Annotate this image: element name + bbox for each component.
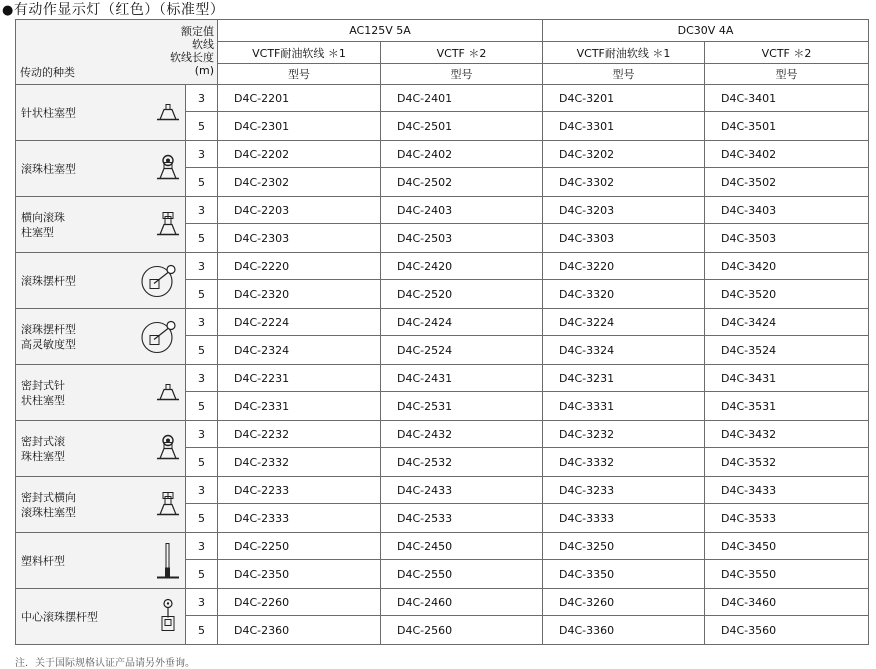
model-number-cell: D4C-3401 <box>705 85 869 112</box>
cable-length-cell: 5 <box>186 112 218 141</box>
header-row-voltage <box>16 20 869 42</box>
model-header: 型号 <box>218 64 381 85</box>
actuator-type-cell <box>16 85 186 141</box>
model-number-cell: D4C-2503 <box>381 224 543 253</box>
actuator-type-name: 针状柱塞型 <box>21 106 76 119</box>
model-number-cell: D4C-3331 <box>543 392 705 421</box>
model-header: 型号 <box>381 64 543 85</box>
cable-length-cell: 3 <box>186 589 218 616</box>
table-row <box>16 589 869 616</box>
actuator-type-cell <box>16 197 186 253</box>
model-number-cell: D4C-2424 <box>381 309 543 336</box>
model-number-cell: D4C-2403 <box>381 197 543 224</box>
model-number-cell: D4C-2201 <box>218 85 381 112</box>
model-number-cell: D4C-2532 <box>381 448 543 477</box>
actuator-type-cell <box>16 589 186 645</box>
cable-length-cell: 5 <box>186 280 218 309</box>
model-number-cell: D4C-3232 <box>543 421 705 448</box>
cable-unit-label: (m) <box>194 64 214 77</box>
model-number-cell: D4C-3233 <box>543 477 705 504</box>
cable-label: 软线 <box>192 38 214 51</box>
model-number-cell: D4C-3202 <box>543 141 705 168</box>
model-number-cell: D4C-2524 <box>381 336 543 365</box>
actuator-type-name: 滚珠摆杆型 高灵敏度型 <box>21 322 76 351</box>
model-number-cell: D4C-3424 <box>705 309 869 336</box>
cable-length-cell: 5 <box>186 448 218 477</box>
cable-length-cell: 5 <box>186 616 218 645</box>
cable-length-cell: 5 <box>186 168 218 197</box>
cable-length-cell: 5 <box>186 392 218 421</box>
model-number-cell: D4C-3431 <box>705 365 869 392</box>
model-number-cell: D4C-3403 <box>705 197 869 224</box>
cable-length-cell: 3 <box>186 141 218 168</box>
model-number-cell: D4C-2460 <box>381 589 543 616</box>
roller-lever-icon <box>137 261 181 300</box>
sealed-roller-plunger-icon <box>155 433 181 464</box>
table-row <box>16 421 869 448</box>
actuator-type-name: 滚珠摆杆型 <box>21 274 76 287</box>
actuator-type-label: 传动的种类 <box>20 66 75 79</box>
model-number-cell: D4C-3450 <box>705 533 869 560</box>
model-number-cell: D4C-3303 <box>543 224 705 253</box>
actuator-type-name: 密封式针 状柱塞型 <box>21 378 65 407</box>
model-number-cell: D4C-3332 <box>543 448 705 477</box>
model-number-cell: D4C-3420 <box>705 253 869 280</box>
model-number-cell: D4C-2550 <box>381 560 543 589</box>
model-number-cell: D4C-2320 <box>218 280 381 309</box>
table-row <box>16 253 869 280</box>
model-number-cell: D4C-3350 <box>543 560 705 589</box>
model-table <box>15 19 869 645</box>
model-number-cell: D4C-3250 <box>543 533 705 560</box>
model-number-cell: D4C-3520 <box>705 280 869 309</box>
model-number-cell: D4C-2431 <box>381 365 543 392</box>
header-corner <box>16 20 218 85</box>
model-number-cell: D4C-3524 <box>705 336 869 365</box>
model-number-cell: D4C-2231 <box>218 365 381 392</box>
cable-length-cell: 3 <box>186 421 218 448</box>
cable-length-cell: 3 <box>186 253 218 280</box>
model-number-cell: D4C-3531 <box>705 392 869 421</box>
model-number-cell: D4C-2202 <box>218 141 381 168</box>
center-roller-lever-icon <box>155 597 181 636</box>
plastic-rod-icon <box>155 537 181 584</box>
actuator-type-cell <box>16 533 186 589</box>
model-number-cell: D4C-3533 <box>705 504 869 533</box>
cable-length-cell: 3 <box>186 197 218 224</box>
actuator-type-name: 滚珠柱塞型 <box>21 162 76 175</box>
model-number-cell: D4C-3203 <box>543 197 705 224</box>
actuator-type-name: 中心滚珠摆杆型 <box>21 610 98 623</box>
model-number-cell: D4C-3220 <box>543 253 705 280</box>
actuator-type-cell <box>16 477 186 533</box>
roller-lever-high-sensitivity-icon <box>137 317 181 356</box>
cross-roller-plunger-icon <box>155 209 181 240</box>
model-number-cell: D4C-2220 <box>218 253 381 280</box>
cable-length-cell: 5 <box>186 224 218 253</box>
table-row <box>16 85 869 112</box>
header-corner-labels <box>170 25 214 77</box>
model-number-cell: D4C-3532 <box>705 448 869 477</box>
model-number-cell: D4C-3432 <box>705 421 869 448</box>
model-number-cell: D4C-3333 <box>543 504 705 533</box>
section-title-text: 有动作显示灯（红色）（标准型） <box>13 2 225 18</box>
model-number-cell: D4C-3201 <box>543 85 705 112</box>
model-number-cell: D4C-3550 <box>705 560 869 589</box>
model-number-cell: D4C-2450 <box>381 533 543 560</box>
model-number-cell: D4C-3460 <box>705 589 869 616</box>
model-number-cell: D4C-2332 <box>218 448 381 477</box>
model-number-cell: D4C-2531 <box>381 392 543 421</box>
actuator-type-cell <box>16 253 186 309</box>
model-number-cell: D4C-2301 <box>218 112 381 141</box>
model-number-cell: D4C-3224 <box>543 309 705 336</box>
rated-label: 额定值 <box>181 25 214 38</box>
model-number-cell: D4C-3301 <box>543 112 705 141</box>
model-number-cell: D4C-2260 <box>218 589 381 616</box>
table-row <box>16 309 869 336</box>
model-number-cell: D4C-2433 <box>381 477 543 504</box>
model-number-cell: D4C-2402 <box>381 141 543 168</box>
section-title <box>2 0 224 19</box>
cable-length-cell: 5 <box>186 336 218 365</box>
model-number-cell: D4C-3502 <box>705 168 869 197</box>
actuator-type-cell <box>16 365 186 421</box>
pin-plunger-icon <box>155 100 181 125</box>
cable-length-cell: 3 <box>186 309 218 336</box>
actuator-type-cell <box>16 421 186 477</box>
cable-length-cell: 3 <box>186 85 218 112</box>
model-number-cell: D4C-2560 <box>381 616 543 645</box>
cable-header: VCTF ＊2 <box>381 42 543 64</box>
footnote: 注．关于国际规格认证产品请另外垂询。 <box>15 658 195 669</box>
model-header: 型号 <box>705 64 869 85</box>
cable-length-cell: 5 <box>186 560 218 589</box>
model-number-cell: D4C-2224 <box>218 309 381 336</box>
sealed-cross-roller-plunger-icon <box>155 489 181 520</box>
model-number-cell: D4C-2533 <box>381 504 543 533</box>
model-number-cell: D4C-2360 <box>218 616 381 645</box>
actuator-type-name: 密封式横向 滚珠柱塞型 <box>21 490 76 519</box>
group-header-dc: DC30V 4A <box>543 20 869 42</box>
actuator-type-name: 塑料杆型 <box>21 554 65 567</box>
model-number-cell: D4C-3302 <box>543 168 705 197</box>
model-number-cell: D4C-2233 <box>218 477 381 504</box>
cable-header: VCTF耐油软线 ＊1 <box>543 42 705 64</box>
model-number-cell: D4C-2501 <box>381 112 543 141</box>
table-row <box>16 197 869 224</box>
model-number-cell: D4C-2350 <box>218 560 381 589</box>
model-number-cell: D4C-3402 <box>705 141 869 168</box>
cable-length-cell: 3 <box>186 477 218 504</box>
cable-length-label: 软线长度 <box>170 51 214 64</box>
model-number-cell: D4C-2331 <box>218 392 381 421</box>
model-number-cell: D4C-2401 <box>381 85 543 112</box>
actuator-type-cell <box>16 309 186 365</box>
model-number-cell: D4C-3260 <box>543 589 705 616</box>
sealed-pin-plunger-icon <box>155 380 181 405</box>
group-header-ac: AC125V 5A <box>218 20 543 42</box>
model-number-cell: D4C-2232 <box>218 421 381 448</box>
table-row <box>16 141 869 168</box>
cable-header: VCTF耐油软线 ＊1 <box>218 42 381 64</box>
roller-plunger-icon <box>155 153 181 184</box>
model-number-cell: D4C-3231 <box>543 365 705 392</box>
model-number-cell: D4C-3320 <box>543 280 705 309</box>
bullet-icon: ● <box>2 3 14 18</box>
model-number-cell: D4C-2502 <box>381 168 543 197</box>
model-number-cell: D4C-2520 <box>381 280 543 309</box>
model-number-cell: D4C-2432 <box>381 421 543 448</box>
model-number-cell: D4C-2250 <box>218 533 381 560</box>
model-number-cell: D4C-2324 <box>218 336 381 365</box>
model-number-cell: D4C-3503 <box>705 224 869 253</box>
table-row <box>16 477 869 504</box>
model-header: 型号 <box>543 64 705 85</box>
model-number-cell: D4C-2333 <box>218 504 381 533</box>
model-number-cell: D4C-2303 <box>218 224 381 253</box>
actuator-type-name: 横向滚珠 柱塞型 <box>21 210 65 239</box>
actuator-type-cell <box>16 141 186 197</box>
cable-length-cell: 3 <box>186 533 218 560</box>
actuator-type-name: 密封式滚 珠柱塞型 <box>21 434 65 463</box>
model-number-cell: D4C-2302 <box>218 168 381 197</box>
model-number-cell: D4C-2203 <box>218 197 381 224</box>
model-number-cell: D4C-2420 <box>381 253 543 280</box>
model-number-cell: D4C-3560 <box>705 616 869 645</box>
table-row <box>16 533 869 560</box>
cable-header: VCTF ＊2 <box>705 42 869 64</box>
model-number-cell: D4C-3360 <box>543 616 705 645</box>
model-number-cell: D4C-3501 <box>705 112 869 141</box>
model-number-cell: D4C-3324 <box>543 336 705 365</box>
cable-length-cell: 5 <box>186 504 218 533</box>
model-number-cell: D4C-3433 <box>705 477 869 504</box>
table-row <box>16 365 869 392</box>
cable-length-cell: 3 <box>186 365 218 392</box>
